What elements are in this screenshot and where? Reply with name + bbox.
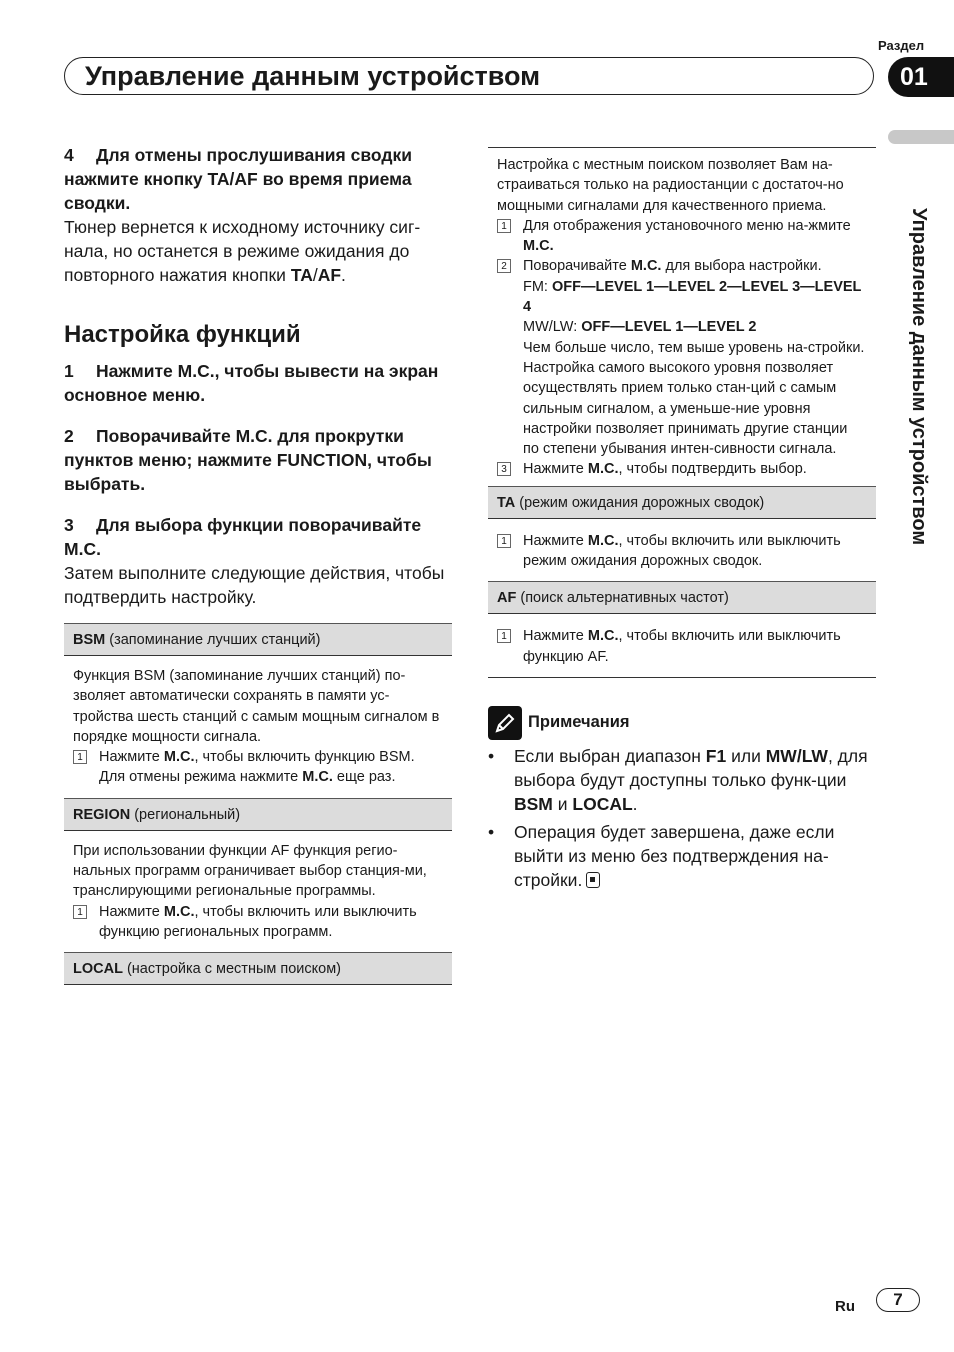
bsm-body: Функция BSM (запоминание лучших станций) по-зволяет автоматически сохранять в памяти ус-тройства шесть станций с самым мощным сигналом в порядке мощности сигнала. 1 Нажмите M.C., чтобы включить функцию BSM. Для отмены режима нажмите M.C. еще раз. (64, 656, 452, 798)
section-label: Раздел (878, 38, 925, 53)
af-header: AF (поиск альтернативных частот) (488, 581, 876, 614)
notes-heading: Примечания (488, 706, 876, 740)
af-body (488, 614, 876, 678)
step-4-heading: 4 Для отмены прослушивания сводки нажмите кнопку TA/AF во время приема сводки. (64, 145, 412, 213)
page-title-frame (64, 57, 874, 95)
right-column (488, 147, 876, 892)
region-step: 1 Нажмите M.C., чтобы включить или выключить функцию региональных программ. (73, 902, 443, 943)
step-1-heading: 1 Нажмите M.C., чтобы вывести на экран основное меню. (64, 361, 439, 405)
bsm-header: BSM (запоминание лучших станций) (64, 623, 452, 656)
step-3-body: Затем выполните следующие действия, чтобы подтвердить настройку. (64, 563, 445, 607)
page-title: Управление данным устройством (85, 61, 541, 91)
side-tab-marker (888, 130, 954, 144)
bsm-step: 1 Нажмите M.C., чтобы включить функцию BSM. Для отмены режима нажмите M.C. еще раз. (73, 747, 443, 788)
note-item-2: • Операция будет завершена, даже если выйти из меню без подтверждения на-стройки. (488, 821, 835, 890)
local-body: Настройка с местным поиском позволяет Вам на-страиваться только на радиостанции с достаточ-но мощными сигналами для качественного приема. 1 Для отображения установочного меню на-жмите M.C. 2 Поворачивайте M.C. для выбора настройки. FM: OFF—LEVEL 1—LEVEL 2—LEVEL 3—LEVEL 4 MW/LW: OFF—LEVEL 1—LEVEL 2 Чем больше число, тем выше уровень на-стройки. Настройка самого высокого уровня позволяет осуществлять прием только стан-ций с самым сильным сигналом, а уменьше-ние уровня настройки позволяет принимать другие станции по степени убывания интен-сивности сигнала. 3 Нажмите M.C., чтобы подтвердить выбор. (488, 148, 876, 490)
ta-body (488, 519, 876, 582)
region-header: REGION (региональный) (64, 798, 452, 831)
section-number: 01 (888, 57, 954, 97)
local-step-3: 3 Нажмите M.C., чтобы подтвердить выбор. (497, 459, 867, 479)
language-code: Ru (835, 1298, 855, 1315)
note-item-1: • Если выбран диапазон F1 или MW/LW, для выбора будут доступны только функ-ции BSM и LOCAL. (488, 745, 868, 814)
ta-step: 1 Нажмите M.C., чтобы включить или выключить режим ожидания дорожных сводок. (497, 531, 867, 572)
left-column (64, 143, 452, 985)
end-of-section-icon (586, 872, 600, 888)
local-step-2: 2 Поворачивайте M.C. для выбора настройки. FM: OFF—LEVEL 1—LEVEL 2—LEVEL 3—LEVEL 4 MW/LW: OFF—LEVEL 1—LEVEL 2 Чем больше число, тем выше уровень на-стройки. Настройка самого высокого уровня позволяет осуществлять прием только стан-ций с самым сильным сигналом, а уменьше-ние уровня настройки позволяет принимать другие станции по степени убывания интен-сивности сигнала. (497, 256, 867, 459)
step-4-body: Тюнер вернется к исходному источнику сиг-нала, но останется в режиме ожидания до повторного нажатия кнопки TA/AF. (64, 217, 421, 285)
section-heading: Настройка функций (64, 321, 301, 348)
pencil-note-icon (488, 706, 522, 740)
side-title: Управление данным устройством (908, 208, 930, 546)
step-3-heading: 3 Для выбора функции поворачивайте M.C. (64, 515, 422, 559)
local-header: LOCAL (настройка с местным поиском) (64, 952, 452, 985)
region-body: При использовании функции AF функция регио-нальных программ ограничивает выбор станция-ми, транслирующими региональные программы. 1 Нажмите M.C., чтобы включить или выключить функцию региональных программ. (64, 831, 452, 952)
local-step-1: 1 Для отображения установочного меню на-жмите M.C. (497, 216, 867, 257)
af-step: 1 Нажмите M.C., чтобы включить или выключить функцию AF. (497, 626, 867, 667)
page-number: 7 (876, 1288, 920, 1312)
ta-header: TA (режим ожидания дорожных сводок) (488, 486, 876, 519)
step-2-heading: 2 Поворачивайте M.C. для прокрутки пунктов меню; нажмите FUNCTION, чтобы выбрать. (64, 426, 432, 494)
